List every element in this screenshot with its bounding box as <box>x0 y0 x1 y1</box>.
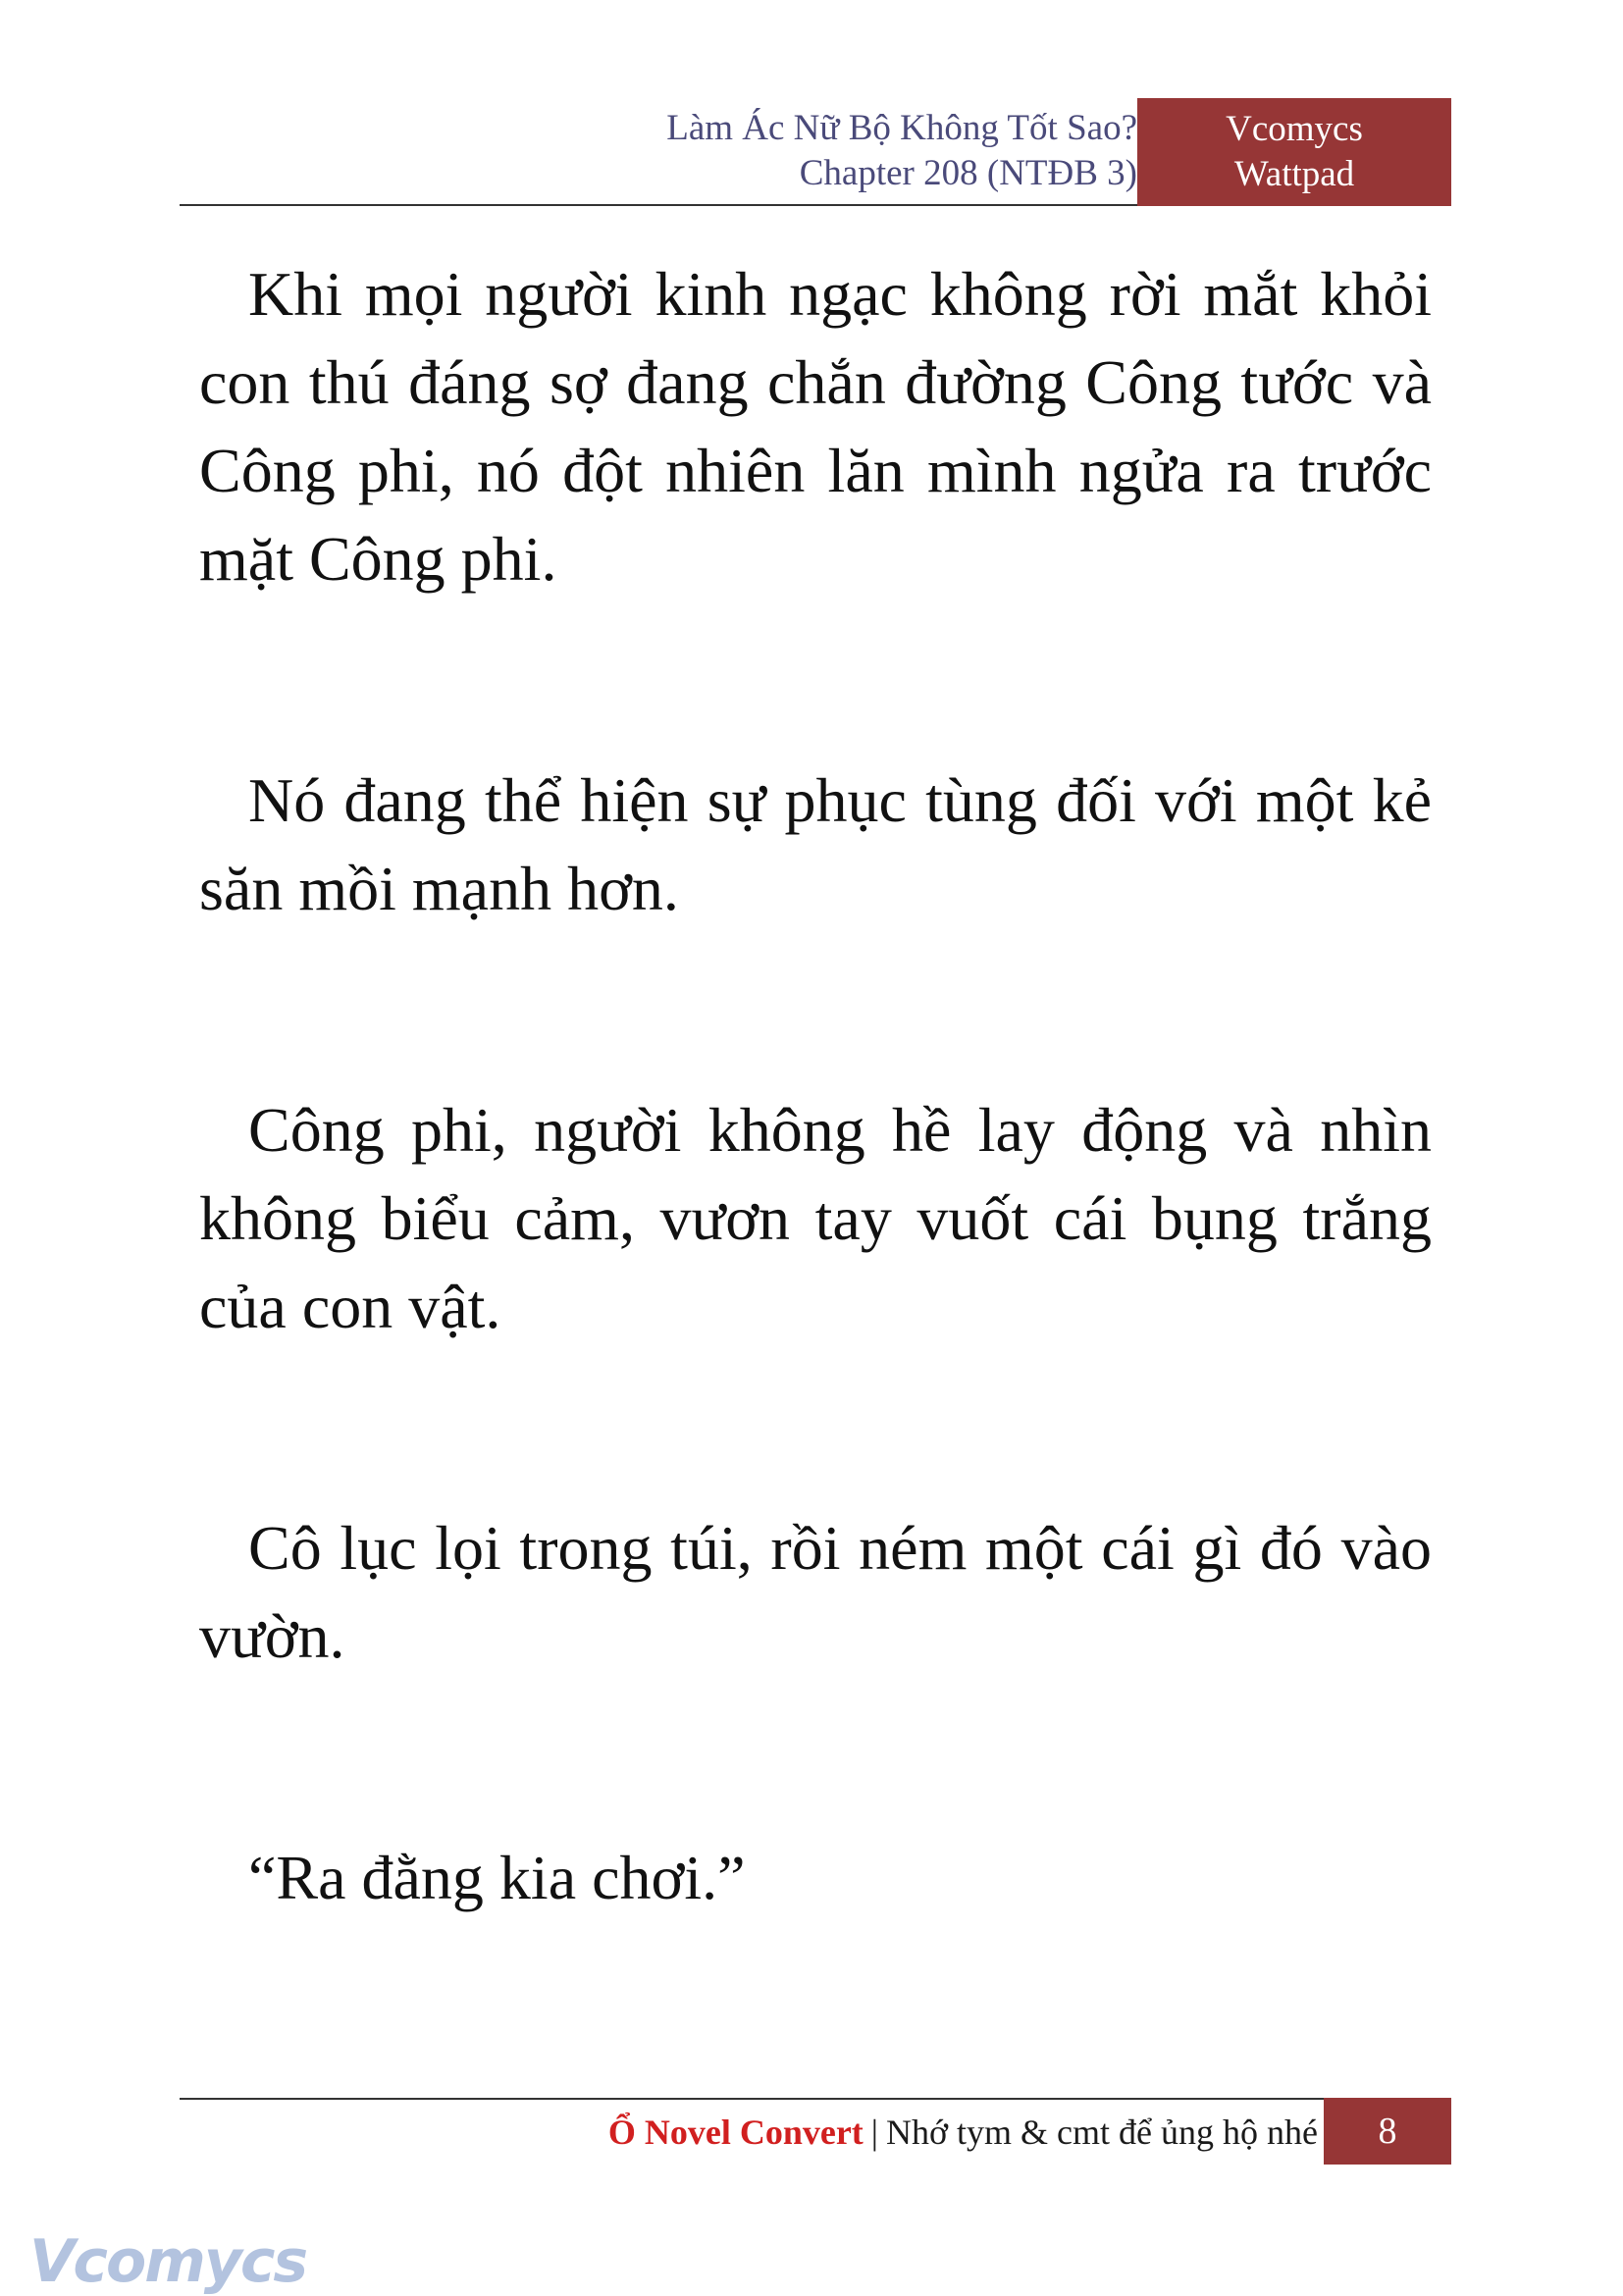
source-badge <box>1137 98 1451 206</box>
page-header <box>180 98 1451 206</box>
paragraph: Khi mọi người kinh ngạc không rời mắt khỏi con thú đáng sợ đang chắn đường Công tước và Công phi, nó đột nhiên lăn mình ngửa ra trước mặt Công phi. <box>199 259 1432 594</box>
paragraph: Nó đang thể hiện sự phục tùng đối với một kẻ săn mồi mạnh hơn. <box>199 765 1432 923</box>
watermark-logo: Vcomycs <box>29 2227 307 2296</box>
footer-separator: | <box>870 2113 879 2152</box>
footer-divider <box>180 2098 1328 2100</box>
header-divider <box>180 204 1137 206</box>
footer-brand: Ổ Novel Convert <box>607 2113 864 2152</box>
paragraph: Công phi, người không hề lay động và nhìn không biểu cảm, vươn tay vuốt cái bụng trắng của con vật. <box>199 1095 1432 1341</box>
chapter-body <box>199 250 1432 2075</box>
page-footer <box>180 2098 1451 2165</box>
source-name: Vcomycs <box>1226 109 1363 149</box>
header-title <box>450 106 1137 196</box>
paragraph: “Ra đằng kia chơi.” <box>248 1843 746 1912</box>
paragraph: Cô lục lọi trong túi, rồi ném một cái gì đó vào vườn. <box>199 1513 1432 1671</box>
book-title: Làm Ác Nữ Bộ Không Tốt Sao? <box>666 108 1137 148</box>
source-platform: Wattpad <box>1233 154 1355 194</box>
footer-text <box>608 2110 1318 2155</box>
page-number: 8 <box>1324 2098 1451 2165</box>
chapter-title: Chapter 208 (NTĐB 3) <box>799 153 1137 193</box>
footer-note: Nhớ tym & cmt để ủng hộ nhé <box>886 2113 1318 2152</box>
